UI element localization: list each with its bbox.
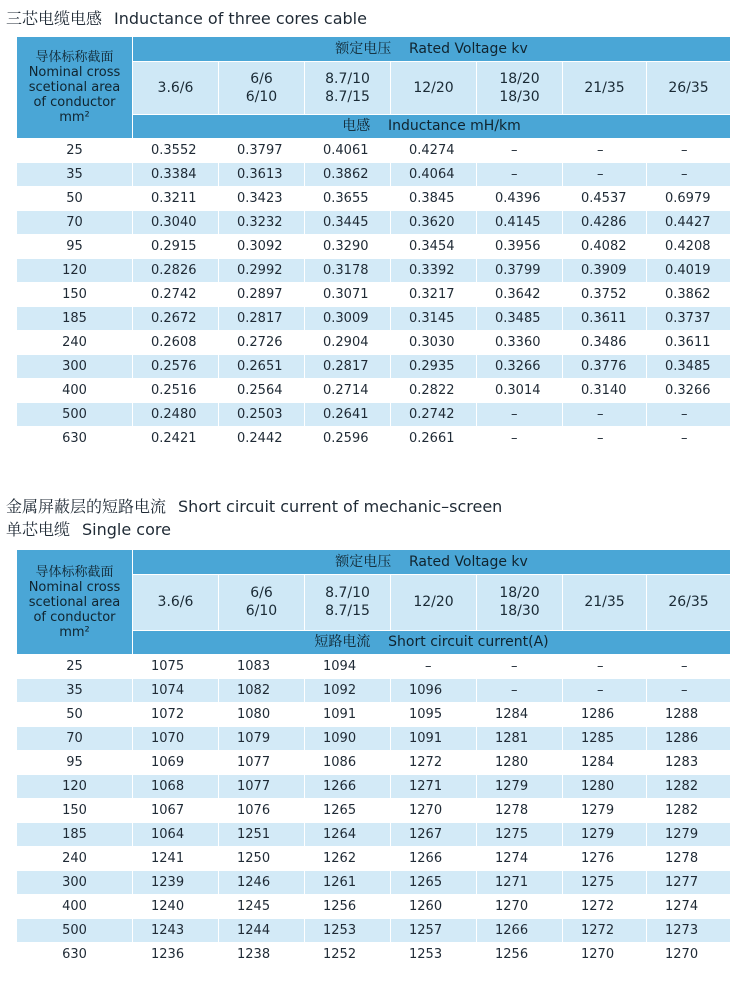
table-row [17,379,731,403]
value-cell: 0.4286 [563,211,647,235]
table-row [17,331,731,355]
corner-line-1: Nominal cross [28,65,121,80]
value-cell: 1095 [391,703,477,727]
value-cell: 1240 [133,895,219,919]
voltage-line-1: 6/6 [250,585,273,601]
value-cell: 1091 [391,727,477,751]
value-cell: 0.3454 [391,235,477,259]
value-cell: 0.4019 [647,259,731,283]
value-cell: 1250 [219,847,305,871]
voltage-header-cell [647,575,731,631]
value-cell: 0.3620 [391,211,477,235]
value-cell: 1284 [477,703,563,727]
table-row [17,823,731,847]
value-cell: 0.2503 [219,403,305,427]
conductor-size-cell: 300 [17,355,133,379]
value-cell: 1279 [647,823,731,847]
value-cell: 1243 [133,919,219,943]
value-cell: 1280 [563,775,647,799]
value-cell: 1273 [647,919,731,943]
value-cell: 0.3030 [391,331,477,355]
value-cell: 1244 [219,919,305,943]
value-cell: 0.2651 [219,355,305,379]
value-cell: 0.2480 [133,403,219,427]
conductor-area-header [17,550,133,655]
conductor-size-cell: 70 [17,211,133,235]
table-row [17,427,731,451]
voltage-header-cell [477,575,563,631]
value-cell: 1288 [647,703,731,727]
table-row [17,187,731,211]
value-cell: 0.3009 [305,307,391,331]
value-cell: 0.2608 [133,331,219,355]
value-cell: – [563,679,647,703]
voltage-line-2: 18/30 [499,603,540,619]
conductor-size-cell: 500 [17,403,133,427]
value-cell: 1092 [305,679,391,703]
conductor-size-cell: 150 [17,799,133,823]
value-cell: 0.3845 [391,187,477,211]
value-cell: 0.3266 [647,379,731,403]
value-cell: 0.3485 [477,307,563,331]
value-cell: 1075 [133,655,219,679]
value-cell: 0.2742 [133,283,219,307]
voltage-header-cell [647,62,731,115]
corner-line-cn: 导体标称截面 [35,564,114,580]
value-cell: 0.3145 [391,307,477,331]
table-row [17,163,731,187]
value-cell: 0.3642 [477,283,563,307]
value-cell: 0.3552 [133,139,219,163]
value-cell: 0.3485 [647,355,731,379]
value-cell: 1274 [477,847,563,871]
corner-line-2: scetional area [28,80,121,95]
table-row [17,139,731,163]
value-cell: 1236 [133,943,219,967]
voltage-line-1: 18/20 [499,585,540,601]
value-cell: 1265 [391,871,477,895]
value-cell: 0.3797 [219,139,305,163]
value-cell: 0.3486 [563,331,647,355]
value-cell: 1067 [133,799,219,823]
value-cell: – [477,427,563,451]
value-cell: 1282 [647,799,731,823]
short-circuit-table-body [17,550,731,967]
value-cell: – [563,403,647,427]
value-cell: 0.4061 [305,139,391,163]
value-cell: 0.3611 [647,331,731,355]
value-cell: 0.3217 [391,283,477,307]
value-cell: 0.3266 [477,355,563,379]
value-cell: 0.3178 [305,259,391,283]
value-cell: 1257 [391,919,477,943]
value-cell: – [563,163,647,187]
conductor-size-cell: 50 [17,187,133,211]
value-cell: 0.4274 [391,139,477,163]
conductor-size-cell: 35 [17,163,133,187]
conductor-size-cell: 25 [17,655,133,679]
value-cell: 1278 [647,847,731,871]
short-circuit-section-title [6,496,502,518]
table-row [17,403,731,427]
voltage-line-1: 6/6 [250,70,273,87]
value-cell: 1274 [647,895,731,919]
value-cell: 0.2742 [391,403,477,427]
value-cell: 0.4082 [563,235,647,259]
value-cell: 0.4064 [391,163,477,187]
voltage-header-cell [219,62,305,115]
value-cell: 0.2421 [133,427,219,451]
voltage-line-2: 6/10 [245,88,278,105]
value-cell: 1090 [305,727,391,751]
value-cell: 0.4427 [647,211,731,235]
conductor-size-cell: 185 [17,307,133,331]
value-cell: 0.3956 [477,235,563,259]
conductor-size-cell: 70 [17,727,133,751]
value-cell: 1079 [219,727,305,751]
value-cell: 1272 [391,751,477,775]
inductance-section-title [6,8,367,30]
conductor-size-cell: 400 [17,895,133,919]
voltage-header-cell [563,575,647,631]
corner-line-3: of conductor [33,95,116,110]
conductor-size-cell: 240 [17,847,133,871]
voltage-header-cell [391,62,477,115]
inductance-table [16,36,731,451]
value-cell: 1252 [305,943,391,967]
conductor-size-cell: 25 [17,139,133,163]
value-cell: 0.3909 [563,259,647,283]
value-cell: 1279 [477,775,563,799]
value-cell: 1082 [219,679,305,703]
value-cell: 1286 [647,727,731,751]
value-cell: 0.3040 [133,211,219,235]
value-cell: 0.3862 [305,163,391,187]
value-cell: 1267 [391,823,477,847]
value-cell: 1280 [477,751,563,775]
value-cell: 0.4537 [563,187,647,211]
value-cell: 0.3392 [391,259,477,283]
value-cell: 1286 [563,703,647,727]
value-cell: 1076 [219,799,305,823]
conductor-size-cell: 120 [17,259,133,283]
voltage-line-2: 8.7/15 [325,603,370,619]
value-cell: 1279 [563,799,647,823]
rated-voltage-header: 额定电压 Rated Voltage kv [133,37,731,62]
value-cell: 1077 [219,751,305,775]
value-cell: – [563,427,647,451]
value-cell: 0.2576 [133,355,219,379]
value-cell: 1266 [477,919,563,943]
value-cell: 0.2714 [305,379,391,403]
conductor-size-cell: 300 [17,871,133,895]
value-cell: 0.2826 [133,259,219,283]
voltage-header-cell [133,62,219,115]
conductor-size-cell: 630 [17,943,133,967]
value-cell: 0.2641 [305,403,391,427]
value-cell: 0.2935 [391,355,477,379]
voltage-header-cell [563,62,647,115]
value-cell: 0.3211 [133,187,219,211]
value-cell: 0.3140 [563,379,647,403]
table-row [17,871,731,895]
value-cell: 1077 [219,775,305,799]
corner-line-1: Nominal cross [28,579,121,595]
corner-line-unit: mm² [59,624,90,640]
value-cell: 0.2817 [305,355,391,379]
value-cell: 1278 [477,799,563,823]
voltage-header-cell [305,575,391,631]
value-cell: 1282 [647,775,731,799]
conductor-size-cell: 95 [17,751,133,775]
short-circuit-table [16,549,731,967]
value-cell: – [563,655,647,679]
value-cell: 1253 [391,943,477,967]
value-cell: 1070 [133,727,219,751]
inductance-table-body [17,37,731,451]
rated-voltage-header: 额定电压 Rated Voltage kv [133,550,731,575]
value-cell: 1256 [477,943,563,967]
value-cell: 1275 [563,871,647,895]
value-cell: – [477,655,563,679]
value-cell: 0.3737 [647,307,731,331]
value-cell: 0.2822 [391,379,477,403]
table-row [17,283,731,307]
value-cell: 1086 [305,751,391,775]
single-core-title-cn: 单芯电缆 [6,520,71,539]
value-cell: – [477,163,563,187]
value-cell: 1283 [647,751,731,775]
value-cell: 1266 [391,847,477,871]
value-cell: 1285 [563,727,647,751]
value-cell: – [391,655,477,679]
value-cell: 1096 [391,679,477,703]
conductor-size-cell: 50 [17,703,133,727]
conductor-area-header [17,37,133,139]
value-cell: 1261 [305,871,391,895]
value-cell: 0.2661 [391,427,477,451]
value-cell: 1094 [305,655,391,679]
voltage-line-2: 18/30 [499,88,540,105]
value-cell: 0.3232 [219,211,305,235]
table-row [17,751,731,775]
voltage-header-cell [477,62,563,115]
value-cell: – [477,139,563,163]
value-cell: 1262 [305,847,391,871]
conductor-size-cell: 95 [17,235,133,259]
voltage-line-1: 3.6/6 [157,79,194,96]
value-cell: 1275 [477,823,563,847]
value-cell: 0.6979 [647,187,731,211]
voltage-header-cell [305,62,391,115]
voltage-line-1: 8.7/10 [325,585,370,601]
inductance-title-en: Inductance of three cores cable [114,9,367,28]
short-circuit-title-cn: 金属屏蔽层的短路电流 [6,497,167,516]
conductor-size-cell: 400 [17,379,133,403]
voltage-line-1: 12/20 [413,79,454,96]
corner-line-cn: 导体标称截面 [35,50,114,65]
table-row [17,799,731,823]
value-cell: 0.2915 [133,235,219,259]
value-cell: 1260 [391,895,477,919]
table-row [17,355,731,379]
table-row [17,679,731,703]
value-cell: 0.3290 [305,235,391,259]
conductor-size-cell: 120 [17,775,133,799]
value-cell: 1266 [305,775,391,799]
value-cell: 1245 [219,895,305,919]
value-cell: – [647,427,731,451]
value-cell: 0.3071 [305,283,391,307]
value-cell: 1238 [219,943,305,967]
value-cell: 0.2897 [219,283,305,307]
value-cell: – [563,139,647,163]
value-cell: 1272 [563,895,647,919]
table-row [17,919,731,943]
value-cell: 0.2817 [219,307,305,331]
value-cell: 0.3862 [647,283,731,307]
value-cell: 1270 [391,799,477,823]
table-row [17,895,731,919]
value-cell: 0.3776 [563,355,647,379]
value-cell: 0.3655 [305,187,391,211]
voltage-line-2: 6/10 [245,603,278,619]
value-cell: 1256 [305,895,391,919]
value-cell: 0.3611 [563,307,647,331]
value-cell: – [647,655,731,679]
value-cell: 1272 [563,919,647,943]
value-cell: 1284 [563,751,647,775]
value-cell: 1276 [563,847,647,871]
value-cell: 1241 [133,847,219,871]
short-circuit-title-en: Short circuit current of mechanic–screen [178,497,503,516]
value-cell: 1271 [477,871,563,895]
value-cell: 0.2904 [305,331,391,355]
value-cell: 0.2442 [219,427,305,451]
value-cell: 0.2992 [219,259,305,283]
value-cell: 0.3423 [219,187,305,211]
voltage-line-1: 21/35 [584,79,625,96]
value-cell: 1281 [477,727,563,751]
conductor-size-cell: 240 [17,331,133,355]
conductor-size-cell: 630 [17,427,133,451]
value-cell: 0.2564 [219,379,305,403]
short-circuit-unit-header: 短路电流 Short circuit current(A) [133,631,731,655]
table-row [17,847,731,871]
single-core-title [6,519,171,541]
value-cell: 0.4145 [477,211,563,235]
table-row [17,775,731,799]
value-cell: 0.4396 [477,187,563,211]
value-cell: 1072 [133,703,219,727]
value-cell: 1080 [219,703,305,727]
value-cell: – [647,679,731,703]
value-cell: 0.3360 [477,331,563,355]
table-row [17,211,731,235]
value-cell: 1270 [647,943,731,967]
table-row [17,235,731,259]
single-core-title-en: Single core [82,520,171,539]
value-cell: 1271 [391,775,477,799]
value-cell: 1270 [477,895,563,919]
value-cell: 1068 [133,775,219,799]
value-cell: 1270 [563,943,647,967]
inductance-title-cn: 三芯电缆电感 [6,9,103,28]
value-cell: 1064 [133,823,219,847]
value-cell: – [647,403,731,427]
voltage-line-1: 26/35 [668,79,709,96]
voltage-line-2: 8.7/15 [325,88,370,105]
value-cell: 0.2672 [133,307,219,331]
value-cell: – [647,163,731,187]
value-cell: – [647,139,731,163]
value-cell: 0.3613 [219,163,305,187]
corner-line-unit: mm² [59,110,90,125]
voltage-line-1: 8.7/10 [325,70,370,87]
inductance-unit-header: 电感 Inductance mH/km [133,115,731,139]
corner-line-3: of conductor [33,609,116,625]
table-row [17,259,731,283]
value-cell: 1264 [305,823,391,847]
value-cell: 0.2726 [219,331,305,355]
value-cell: 1091 [305,703,391,727]
value-cell: 1074 [133,679,219,703]
voltage-line-1: 18/20 [499,70,540,87]
value-cell: 1279 [563,823,647,847]
voltage-line-1: 21/35 [584,594,625,610]
voltage-line-1: 12/20 [413,594,454,610]
value-cell: 1265 [305,799,391,823]
conductor-size-cell: 35 [17,679,133,703]
value-cell: 0.3092 [219,235,305,259]
voltage-line-1: 3.6/6 [157,594,194,610]
table-row [17,943,731,967]
table-row [17,655,731,679]
voltage-header-cell [219,575,305,631]
conductor-size-cell: 500 [17,919,133,943]
table-row [17,727,731,751]
conductor-size-cell: 150 [17,283,133,307]
voltage-header-cell [391,575,477,631]
value-cell: 0.3799 [477,259,563,283]
value-cell: – [477,679,563,703]
value-cell: 1253 [305,919,391,943]
value-cell: 1277 [647,871,731,895]
value-cell: 1251 [219,823,305,847]
value-cell: 1069 [133,751,219,775]
value-cell: 0.2596 [305,427,391,451]
corner-line-2: scetional area [28,594,121,610]
value-cell: 0.3384 [133,163,219,187]
value-cell: 0.3014 [477,379,563,403]
value-cell: 1083 [219,655,305,679]
value-cell: 0.4208 [647,235,731,259]
value-cell: 1239 [133,871,219,895]
value-cell: 0.2516 [133,379,219,403]
value-cell: 0.3752 [563,283,647,307]
conductor-size-cell: 185 [17,823,133,847]
voltage-line-1: 26/35 [668,594,709,610]
value-cell: – [477,403,563,427]
table-row [17,703,731,727]
voltage-header-cell [133,575,219,631]
value-cell: 0.3445 [305,211,391,235]
value-cell: 1246 [219,871,305,895]
table-row [17,307,731,331]
